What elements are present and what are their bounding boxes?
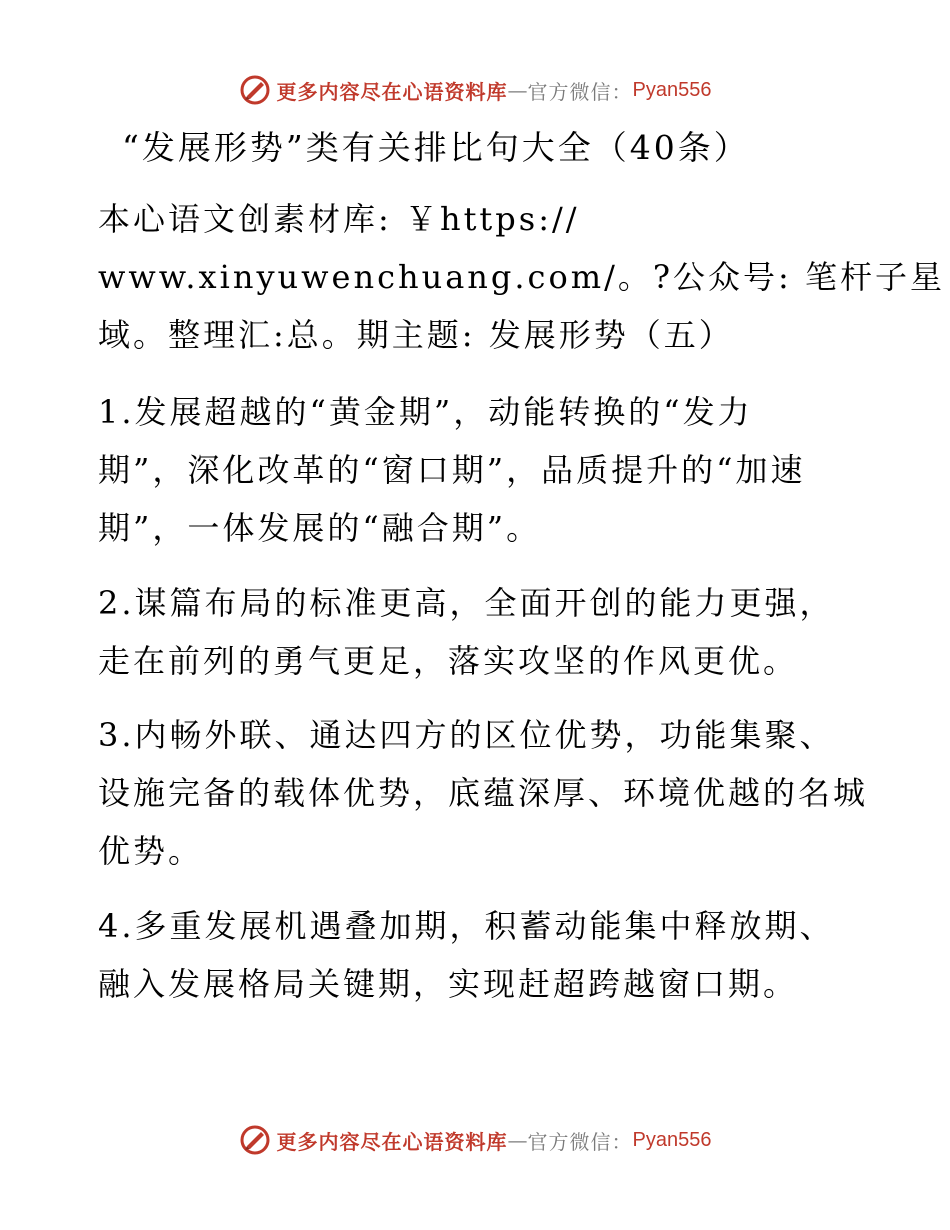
intro-line: www.xinyuwenchuang.com/。?公众号: 笔杆子星 (98, 258, 945, 296)
banner-wechat-id: Pyan556 (632, 78, 712, 101)
intro-line: 本心语文创素材库: ￥https:// (98, 200, 580, 238)
banner-wechat-id: Pyan556 (632, 1128, 712, 1151)
list-item-line: 融入发展格局关键期，实现赶超跨越窗口期。 (98, 965, 799, 1003)
list-item (98, 383, 858, 557)
banner-brand-text: 更多内容尽在心语资料库 (276, 1129, 508, 1154)
list-item-line: 1.发展超越的“黄金期”，动能转换的“发力 (98, 393, 753, 431)
document-title: “发展形势”类有关排比句大全（40条） (122, 128, 750, 167)
list-item-line: 设施完备的载体优势，底蕴深厚、环境优越的名城 (98, 774, 869, 812)
list-item-line: 3.内畅外联、通达四方的区位优势，功能集聚、 (98, 716, 835, 754)
list-item (98, 706, 869, 880)
banner-brand-text: 更多内容尽在心语资料库 (276, 79, 508, 104)
list-item (98, 574, 858, 690)
list-item-line: 优势。 (98, 832, 204, 870)
footer-banner (0, 1118, 950, 1162)
intro-line: 域。整理汇:总。期主题: 发展形势（五） (98, 316, 734, 354)
brush-pen-logo-icon (239, 1124, 271, 1156)
list-item-line: 4.多重发展机遇叠加期，积蓄动能集中释放期、 (98, 907, 835, 945)
banner-wechat-label: 官方微信： (527, 1129, 633, 1154)
list-item-line: 2.谋篇布局的标准更高，全面开创的能力更强， (98, 584, 835, 622)
banner-wechat-label: 官方微信： (527, 79, 633, 104)
list-item (98, 897, 858, 1013)
banner-dash: — (507, 1128, 528, 1152)
intro-paragraph (98, 190, 945, 364)
banner-dash: — (507, 78, 528, 102)
header-banner (0, 68, 950, 112)
list-item-line: 期”，深化改革的“窗口期”，品质提升的“加速 (98, 451, 806, 489)
list-item-line: 走在前列的勇气更足，落实攻坚的作风更优。 (98, 642, 799, 680)
list-item-line: 期”，一体发展的“融合期”。 (98, 509, 542, 547)
brush-pen-logo-icon (239, 74, 271, 106)
